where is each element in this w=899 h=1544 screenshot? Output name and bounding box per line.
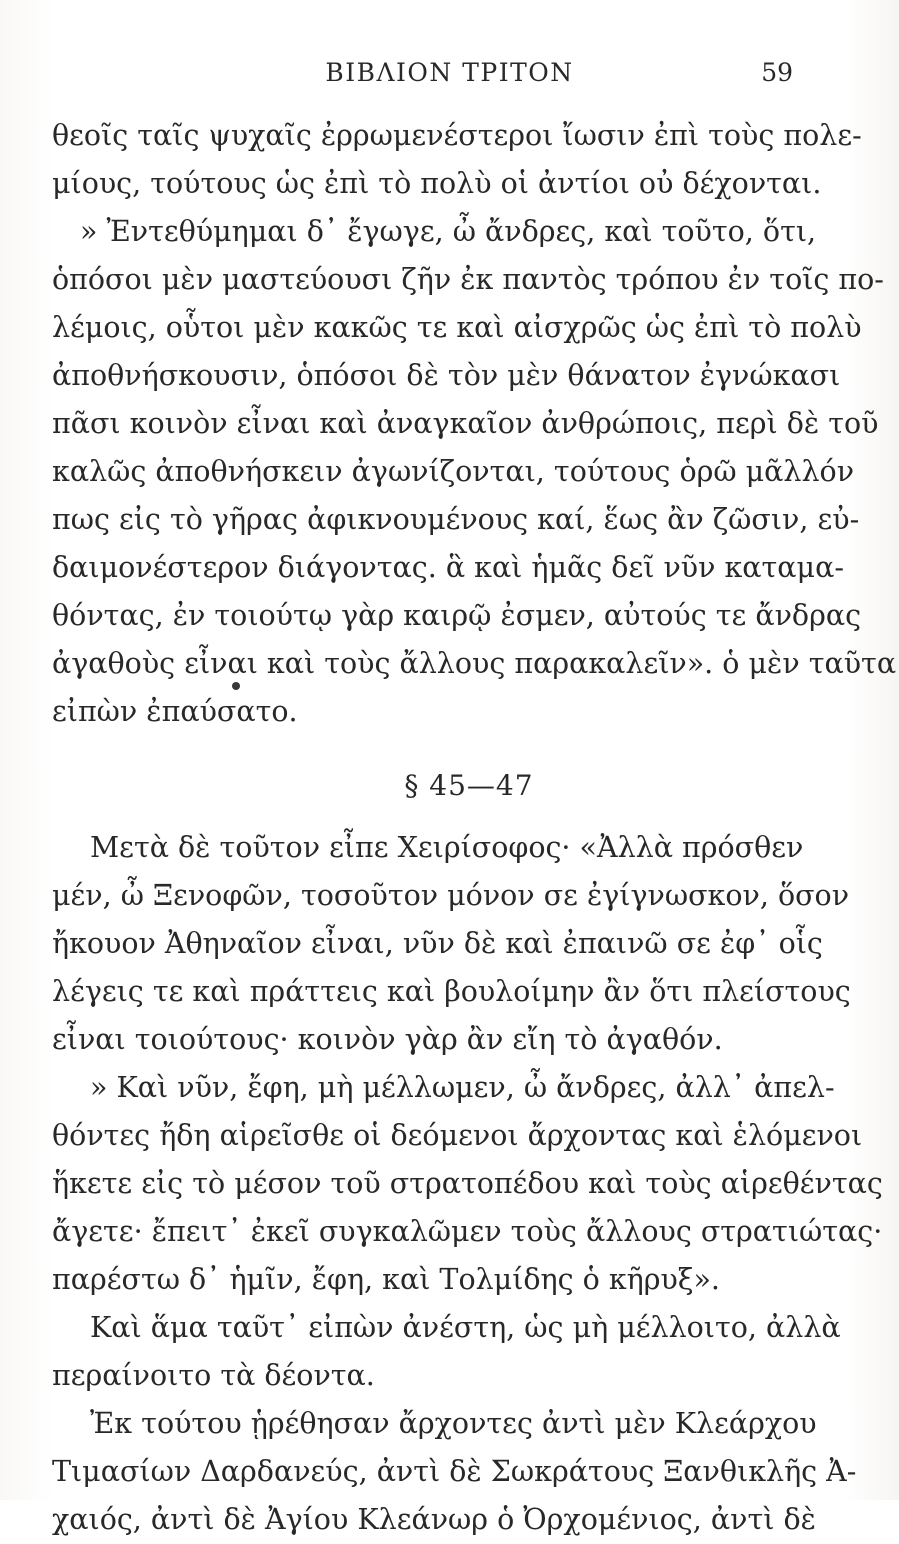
text-line: εἶναι τοιούτους· κοινὸν γὰρ ἂν εἴη τὸ ἀγαθόν. <box>52 1023 723 1056</box>
text-line: ἀγαθοὺς εἶναι καὶ τοὺς ἄλλους παρακαλεῖν». ὁ μὲν ταῦτα <box>52 647 897 680</box>
text-line: πᾶσι κοινὸν εἶναι καὶ ἀναγκαῖον ἀνθρώποις, περὶ δὲ τοῦ <box>52 407 879 440</box>
text-line: ὁπόσοι μὲν μαστεύουσι ζῆν ἐκ παντὸς τρόπου ἐν τοῖς πο- <box>52 263 884 296</box>
text-line: μίους, τούτους ὡς ἐπὶ τὸ πολὺ οἱ ἀντίοι οὐ δέχονται. <box>52 167 822 200</box>
text-line: δαιμονέστερον διάγοντας. ἃ καὶ ἡμᾶς δεῖ νῦν καταμα- <box>52 551 844 584</box>
text-line: ἥκετε εἰς τὸ μέσον τοῦ στρατοπέδου καὶ τοὺς αἱρεθέντας <box>52 1167 883 1200</box>
page-header <box>0 58 899 98</box>
text-line: Τιμασίων Δαρδανεύς, ἀντὶ δὲ Σωκράτους Ξανθικλῆς Ἀ- <box>52 1455 857 1488</box>
running-head: ΒΙΒΛΙΟΝ ΤΡΙΤΟΝ <box>325 58 574 87</box>
text-line: ἄγετε· ἔπειτ᾽ ἐκεῖ συγκαλῶμεν τοὺς ἄλλους στρατιώτας· <box>52 1215 883 1248</box>
text-line: Μετὰ δὲ τοῦτον εἶπε Χειρίσοφος· «Ἀλλὰ πρόσθεν <box>90 831 804 864</box>
text-line: θόντας, ἐν τοιούτῳ γὰρ καιρῷ ἐσμεν, αὐτούς τε ἄνδρας <box>52 599 862 632</box>
text-line: » Καὶ νῦν, ἔφη, μὴ μέλλωμεν, ὦ ἄνδρες, ἀλλ᾽ ἀπελ- <box>90 1071 835 1104</box>
text-line: θόντες ἤδη αἱρεῖσθε οἱ δεόμενοι ἄρχοντας καὶ ἑλόμενοι <box>52 1119 863 1152</box>
text-line: Καὶ ἅμα ταῦτ᾽ εἰπὼν ἀνέστη, ὡς μὴ μέλλοιτο, ἀλλὰ <box>90 1311 841 1344</box>
text-line: καλῶς ἀποθνήσκειν ἀγωνίζονται, τούτους ὁρῶ μᾶλλόν <box>52 455 855 488</box>
text-line: λέμοις, οὗτοι μὲν κακῶς τε καὶ αἰσχρῶς ὡς ἐπὶ τὸ πολὺ <box>52 311 862 344</box>
text-line: παρέστω δ᾽ ἡμῖν, ἔφη, καὶ Τολμίδης ὁ κῆρυξ». <box>52 1263 720 1296</box>
text-line: εἰπὼν ἐπαύσατο. <box>52 695 298 728</box>
text-line: χαιός, ἀντὶ δὲ Ἀγίου Κλεάνωρ ὁ Ὀρχομένιος, ἀντὶ δὲ <box>52 1503 816 1536</box>
page-number: 59 <box>761 58 793 87</box>
text-line: ἤκουον Ἀθηναῖον εἶναι, νῦν δὲ καὶ ἐπαινῶ σε ἐφ᾽ οἷς <box>52 927 823 960</box>
section-heading: § 45—47 <box>404 769 534 802</box>
text-line: λέγεις τε καὶ πράττεις καὶ βουλοίμην ἂν ὅτι πλείστους <box>52 975 851 1008</box>
paragraph-block-2 <box>52 824 883 1544</box>
text-line: ἀποθνήσκουσιν, ὁπόσοι δὲ τὸν μὲν θάνατον ἐγνώκασι <box>52 359 841 392</box>
paragraph-block-1 <box>52 112 897 736</box>
text-line: θεοῖς ταῖς ψυχαῖς ἐρρωμενέστεροι ἴωσιν ἐπὶ τοὺς πολε- <box>52 119 862 152</box>
text-line: πως εἰς τὸ γῆρας ἀφικνουμένους καί, ἕως ἂν ζῶσιν, εὐ- <box>52 503 860 536</box>
body-text <box>52 112 897 1544</box>
text-line: Ἐκ τούτου ᾑρέθησαν ἄρχοντες ἀντὶ μὲν Κλεάρχου <box>90 1407 817 1440</box>
text-line: » Ἐντεθύμημαι δ᾽ ἔγωγε, ὦ ἄνδρες, καὶ τοῦτο, ὅτι, <box>80 215 817 248</box>
text-line: μέν, ὦ Ξενοφῶν, τοσοῦτον μόνον σε ἐγίγνωσκον, ὅσον <box>52 879 850 912</box>
text-line: περαίνοιτο τὰ δέοντα. <box>52 1359 375 1392</box>
